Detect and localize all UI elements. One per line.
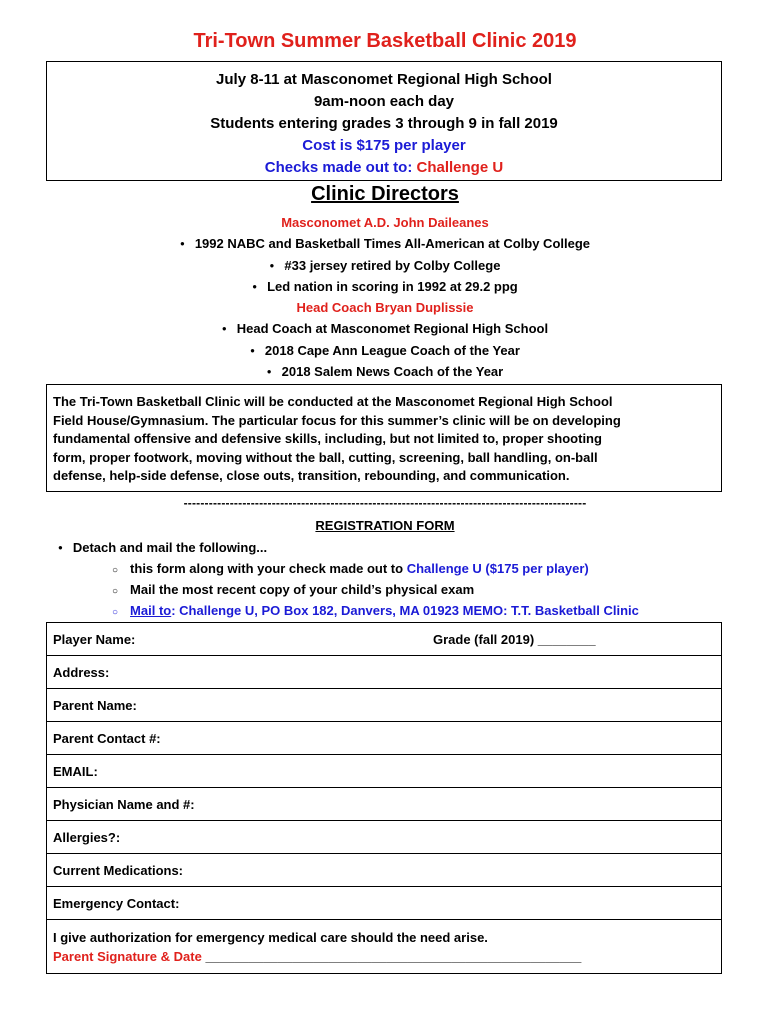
mail-item-form-highlight: Challenge U ($175 per player) [406, 561, 589, 576]
clinic-time: 9am-noon each day [313, 93, 455, 110]
allergies-row[interactable] [47, 821, 721, 854]
director1-item [0, 258, 770, 273]
description-line: defense, help-side defense, close outs, transition, rebounding, and communication. [53, 468, 570, 484]
director1-item-text: Led nation in scoring in 1992 at 29.2 ppg [267, 279, 518, 294]
address-label: Address: [53, 665, 110, 680]
cut-line-divider: ------------------------------------------------------------------------------------------------ [183, 496, 587, 510]
mail-item-form-text: this form along with your check made out to [130, 561, 407, 576]
description-line: form, proper footwork, moving without the ball, cutting, screening, ball handling, on-ball [53, 449, 598, 465]
director2-item-text: Head Coach at Masconomet Regional High School [236, 321, 549, 336]
bullet-icon [58, 540, 73, 555]
detach-instruction [58, 540, 267, 555]
mail-address-text: : Challenge U, PO Box 182, Danvers, MA 01923 MEMO: T.T. Basketball Clinic [171, 603, 639, 618]
director1-item-text: #33 jersey retired by Colby College [284, 258, 501, 273]
emergency-contact-label: Emergency Contact: [53, 896, 180, 911]
grade-label: Grade (fall 2019) ________ [433, 632, 596, 647]
authorization-text: I give authorization for emergency medical care should the need arise. [53, 930, 488, 945]
bullet-icon [270, 258, 285, 273]
parent-name-row[interactable] [47, 689, 721, 722]
clinic-cost: Cost is $175 per player [302, 137, 466, 154]
authorization-row [47, 920, 721, 973]
mail-item-physical-text: Mail the most recent copy of your child’s physical exam [130, 582, 475, 597]
allergies-label: Allergies?: [53, 830, 121, 845]
parent-contact-label: Parent Contact #: [53, 731, 161, 746]
bullet-icon [222, 321, 237, 336]
director2-item [0, 321, 770, 336]
page-title: Tri-Town Summer Basketball Clinic 2019 [193, 30, 577, 52]
clinic-grades: Students entering grades 3 through 9 in fall 2019 [210, 115, 558, 132]
bullet-icon [250, 343, 265, 358]
director1-item [0, 236, 770, 251]
directors-heading: Clinic Directors [311, 183, 459, 205]
email-label: EMAIL: [53, 764, 98, 779]
bullet-icon [252, 279, 267, 294]
registration-form [46, 622, 722, 974]
address-row[interactable] [47, 656, 721, 689]
checks-payee: Challenge U [416, 159, 504, 176]
physician-row[interactable] [47, 788, 721, 821]
description-box [46, 384, 722, 492]
player-name-row[interactable] [47, 623, 721, 656]
description-line: fundamental offensive and defensive skills, including, but not limited to, proper shooting [53, 431, 602, 447]
director1-item [0, 279, 770, 294]
physician-label: Physician Name and #: [53, 797, 195, 812]
signature-line[interactable] [53, 947, 715, 966]
medications-label: Current Medications: [53, 863, 184, 878]
checks-label: Checks made out to: [264, 159, 417, 176]
director2-item-text: 2018 Salem News Coach of the Year [281, 364, 504, 379]
mail-item-address [112, 603, 639, 618]
mail-item-physical [112, 582, 474, 597]
detach-text: Detach and mail the following... [72, 540, 268, 555]
director2-item [0, 364, 770, 379]
description-line: The Tri-Town Basketball Clinic will be conducted at the Masconomet Regional High School [53, 394, 613, 409]
bullet-icon [267, 364, 282, 379]
signature-label: Parent Signature & Date [53, 949, 202, 964]
director2-name: Head Coach Bryan Duplissie [296, 300, 474, 315]
registration-heading: REGISTRATION FORM [315, 518, 455, 533]
circle-bullet-icon [112, 603, 130, 618]
director2-item-text: 2018 Cape Ann League Coach of the Year [264, 343, 520, 358]
parent-contact-row[interactable] [47, 722, 721, 755]
medications-row[interactable] [47, 854, 721, 887]
circle-bullet-icon [112, 582, 130, 597]
clinic-dates: July 8-11 at Masconomet Regional High School [216, 71, 552, 88]
circle-bullet-icon [112, 561, 130, 576]
email-row[interactable] [47, 755, 721, 788]
player-name-label: Player Name: [53, 632, 136, 647]
mail-item-form [112, 561, 589, 576]
description-line: Field House/Gymnasium. The particular focus for this summer’s clinic will be on developing [53, 412, 621, 428]
director1-item-text: 1992 NABC and Basketball Times All-American at Colby College [194, 236, 591, 251]
clinic-checks [47, 157, 721, 179]
emergency-contact-row[interactable] [47, 887, 721, 920]
director2-item [0, 343, 770, 358]
clinic-info-box [46, 61, 722, 181]
bullet-icon [180, 236, 195, 251]
signature-blank: ____________________________________________________ [201, 949, 582, 964]
mail-to-link[interactable]: Mail to [130, 603, 172, 618]
director1-name: Masconomet A.D. John Daileanes [281, 215, 489, 230]
parent-name-label: Parent Name: [53, 698, 137, 713]
